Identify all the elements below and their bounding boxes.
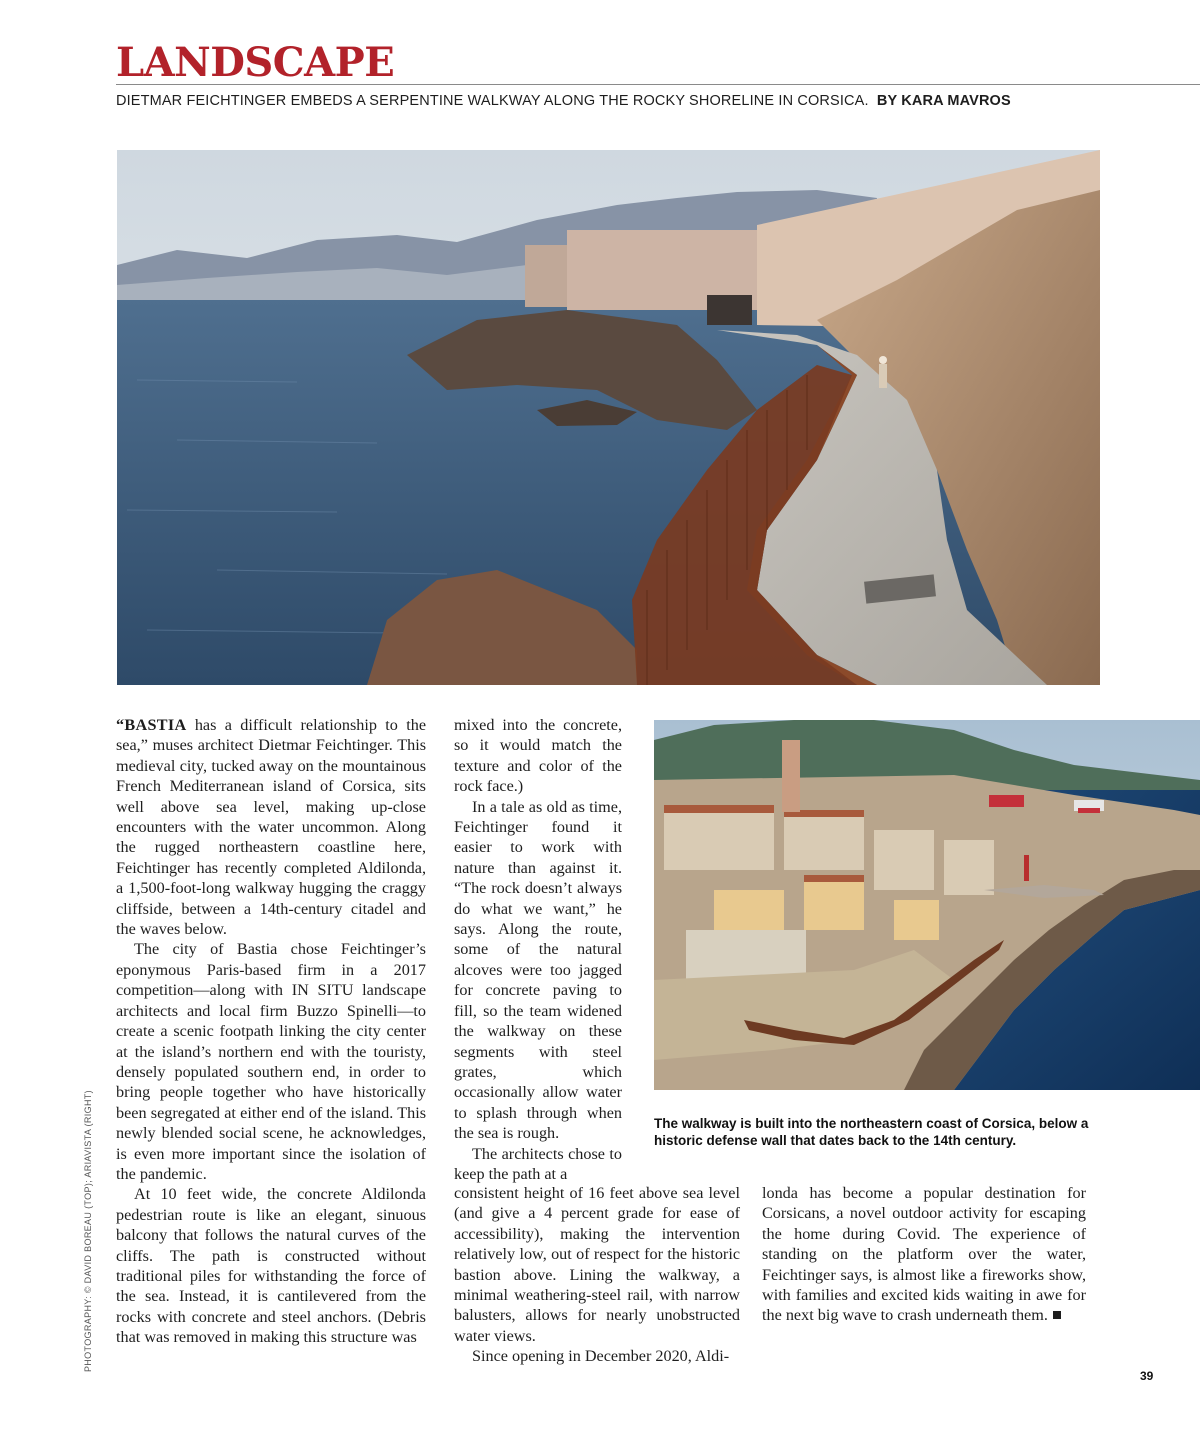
hero-photo-walkway <box>117 150 1100 685</box>
article-deck <box>116 92 1196 110</box>
article-paragraph: The city of Bastia chose Feichtinger’s eponymous Paris-based firm in a 2017 competition—along with IN SITU landscape architects and local firm Buzzo Spinelli—to create a scenic footpath linking the city center at the island’s northern end with the touristy, densely populated southern end, in order to bring people together who have historically been segregated at either end of the island. This newly blended social scene, he acknowledges, is even more important since the isolation of the pandemic. <box>116 940 426 1183</box>
aerial-photo-bastia <box>654 720 1200 1090</box>
article-paragraph <box>116 715 426 939</box>
article-paragraph: At 10 feet wide, the concrete Aldilonda pedestrian route is like an elegant, sinuous balcony that follows the natural curves of the cliffs. The path is constructed without traditional piles for withstanding the force of the sea. Instead, it is cantilevered from the rocks with concrete and steel anchors. (Debris that was removed in making this structure was <box>116 1185 426 1347</box>
lead-word: “BASTIA <box>116 716 187 734</box>
byline: BY KARA MAVROS <box>876 93 1011 109</box>
page-number: 39 <box>1140 1369 1154 1383</box>
article-paragraph: The architects chose to keep the path at a <box>454 1144 622 1183</box>
article-paragraph: In a tale as old as time, Feichtinger found it easier to work with nature than against it. “The rock doesn’t always do what we want,” he says. Along the route, some of the natural alcoves were too jagged for concrete paving to fill, so the team widened the walkway on these segments with steel grates, which occasionally allow water to splash through when the sea is rough. <box>454 797 622 1143</box>
photo-caption: The walkway is built into the northeastern coast of Corsica, below a historic defense wall that dates back to the 14th century. <box>654 1116 1089 1148</box>
article-column-1 <box>116 715 426 1348</box>
article-paragraph <box>762 1183 1086 1326</box>
photo-credit-text: PHOTOGRAPHY: © DAVID BOREAU (TOP); ARIAVISTA (RIGHT) <box>83 1090 93 1373</box>
article-column-3 <box>762 1183 1086 1326</box>
article-column-2-bottom <box>454 1183 740 1367</box>
photo-credit <box>82 1090 96 1373</box>
article-column-2-top <box>454 715 622 1184</box>
section-title: LANDSCAPE <box>116 39 395 86</box>
article-paragraph: Since opening in December 2020, Aldi- <box>472 1347 730 1366</box>
title-rule <box>116 84 1200 85</box>
article-paragraph: mixed into the concrete, so it would match the texture and color of the rock face.) <box>454 716 622 796</box>
end-mark-icon <box>1053 1311 1061 1319</box>
deck-text: DIETMAR FEICHTINGER EMBEDS A SERPENTINE WALKWAY ALONG THE ROCKY SHORELINE IN CORSICA. <box>116 93 869 109</box>
article-paragraph: consistent height of 16 feet above sea level (and give a 4 percent grade for ease of accessibility), making the intervention relatively low, out of respect for the historic bastion above. Lining the walkway, a minimal weathering-steel rail, with narrow balusters, allows for nearly unobstructed water views. <box>454 1184 740 1345</box>
paragraph-text: londa has become a popular destination for Corsicans, a novel outdoor activity for escaping the home during Covid. The experience of standing on the platform over the water, Feichtinger says, is almost like a fireworks show, with families and excited kids waiting in awe for the next big wave to crash underneath them. <box>762 1184 1086 1325</box>
paragraph-text: has a difficult relationship to the sea,” muses architect Dietmar Feichtinger. This medieval city, tucked away on the mountainous French Mediterranean island of Corsica, sits well above sea level, making up-close encounters with the water uncommon. Along the rugged northeastern coastline here, Feichtinger has recently completed Aldilonda, a 1,500-foot-long walkway hugging the craggy cliffside, between a 14th-century citadel and the waves below. <box>116 716 426 939</box>
